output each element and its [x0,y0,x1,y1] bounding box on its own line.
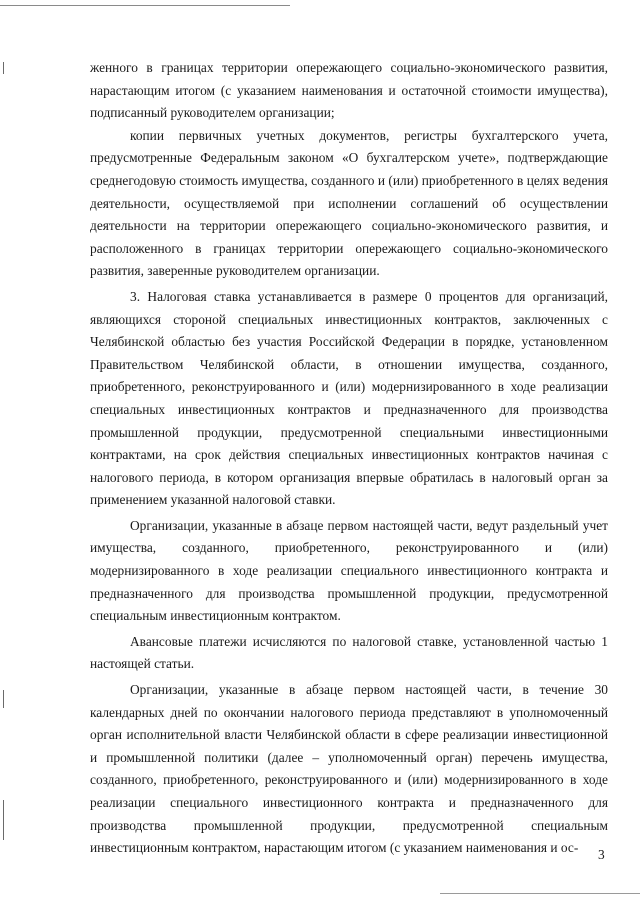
document-body [90,57,608,860]
scan-edge-top [0,5,290,6]
paragraph-part-3: 3. Налоговая ставка устанавливается в размере 0 процентов для организаций, являющихся стороной специальных инвестиционных контрактов, заключенных с Челябинской областью без участия Российской Федерации в порядке, установленном Правительством Челябинской области, в отношении имущества, созданного, приобретенного, реконструированного и (или) модернизированного в ходе реализации специальных инвестиционных контрактов и предназначенного для производства промышленной продукции, предусмотренной специальными инвестиционными контрактами, на срок действия специальных инвестиционных контрактов начиная с налогового периода, в котором организация впервые обратилась в налоговый орган за применением указанной налоговой ставки. [90,288,608,508]
margin-mark [3,690,4,708]
margin-mark [3,800,4,840]
paragraph: копии первичных учетных документов, регистры бухгалтерского учета, предусмотренные Федеральным законом «О бухгалтерском учете», подтверждающие среднегодовую стоимость имущества, созданного и (или) приобретенного в целях ведения деятельности, осуществляемой при исполнении соглашений об осуществлении деятельности на территории опережающего социально-экономического развития, и расположенного в границах территории опережающего социально-экономического развития, заверенные руководителем организации. [90,127,608,279]
page-number: 3 [598,847,605,862]
paragraph: Организации, указанные в абзаце первом настоящей части, ведут раздельный учет имущества, созданного, приобретенного, реконструированного и (или) модернизированного в ходе реализации специального инвестиционного контракта и предназначенного для производства промышленной продукции, предусмотренной специальным инвестиционным контрактом. [90,517,608,624]
margin-mark [3,62,4,74]
scan-edge-bottom [440,893,640,894]
paragraph-continuation: женного в границах территории опережающего социально-экономического развития, нарастающим итогом (с указанием наименования и остаточной стоимости имущества), подписанный руководителем организации; [90,60,608,121]
paragraph: Авансовые платежи исчисляются по налоговой ставке, установленной частью 1 настоящей статьи. [90,633,608,672]
paragraph: Организации, указанные в абзаце первом настоящей части, в течение 30 календарных дней по окончании налогового периода представляют в уполномоченный орган исполнительной власти Челябинской области в сфере реализации инвестиционной и промышленной политики (далее – уполномоченный орган) перечень имущества, созданного, приобретенного, реконструированного и (или) модернизированного в ходе реализации специального инвестиционного контракта и предназначенного для производства промышленной продукции, предусмотренной специальным инвестиционным контрактом, нарастающим итогом (с указанием наименования и ос- [90,682,608,856]
